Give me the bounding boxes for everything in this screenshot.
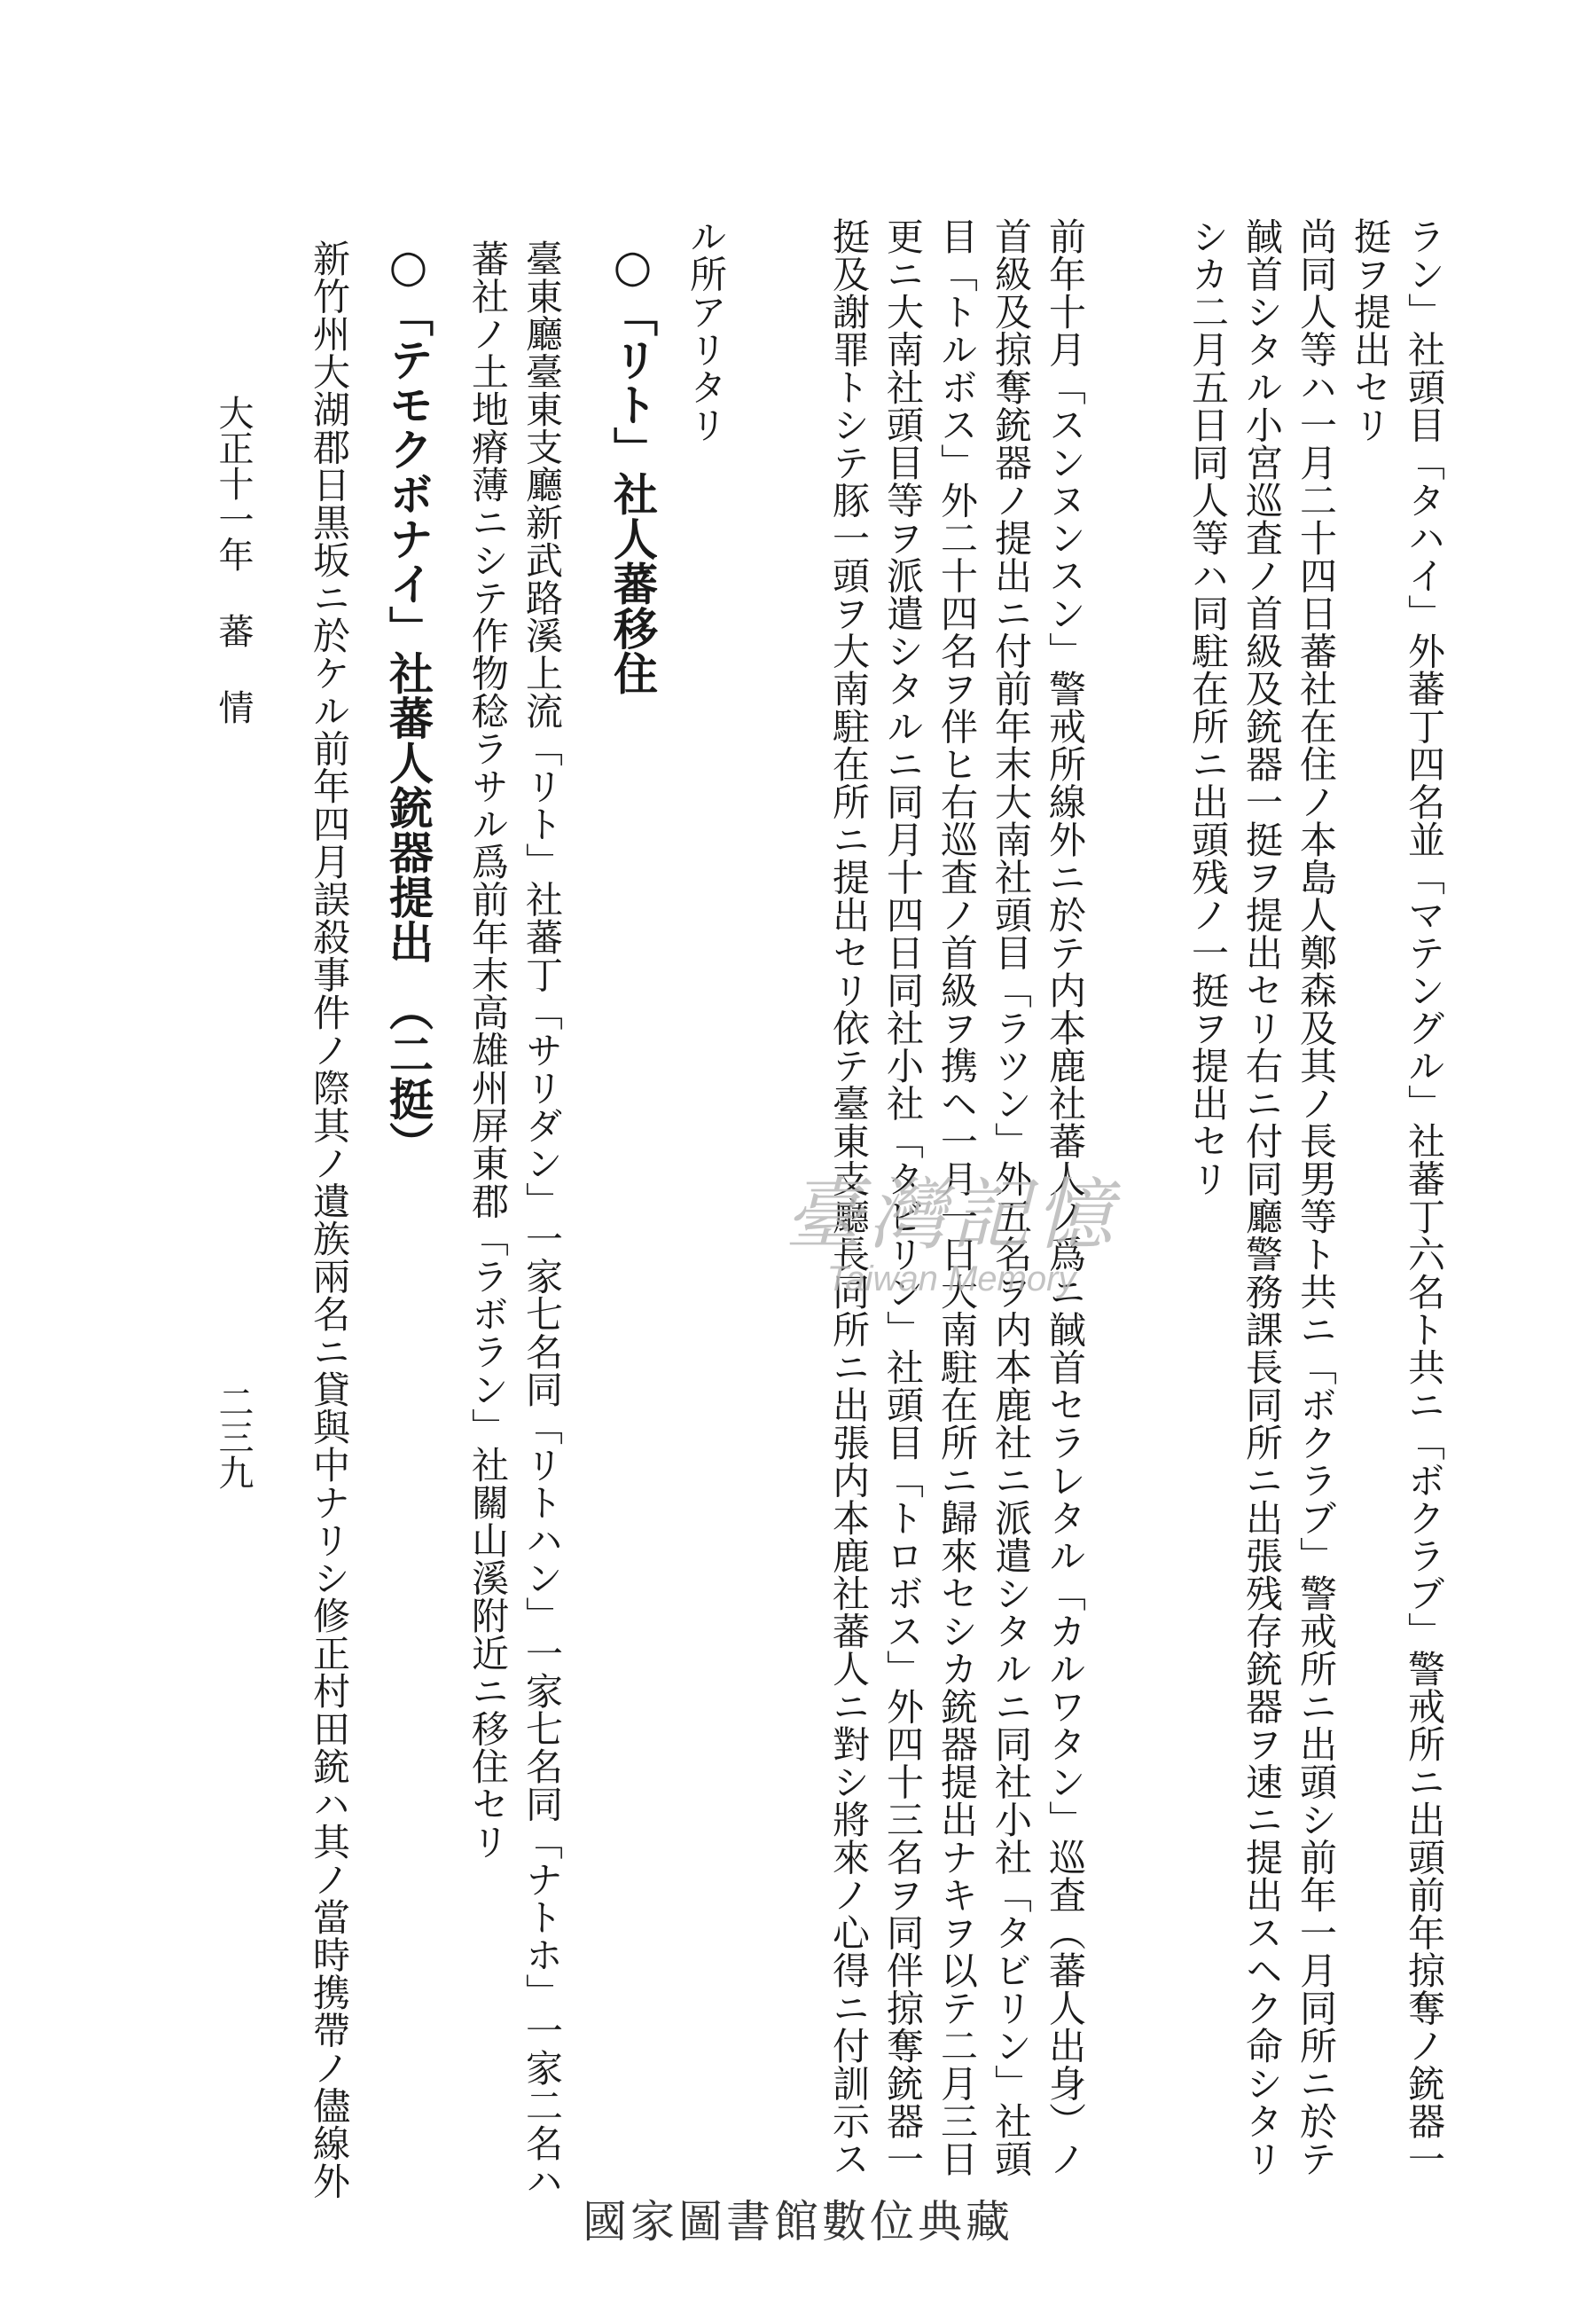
library-footer: 國家圖書館數位典藏 xyxy=(583,2196,1013,2247)
text-column: 新竹州大湖郡日黒坂ニ於ケル前年四月誤殺事件ノ際其ノ遺族兩名ニ貸與中ナリシ修正村田銃ハ其ノ當時携帶ノ儘線外 xyxy=(308,239,351,2200)
text-column: ル所アリタリ xyxy=(685,217,728,443)
text-column: 更ニ大南社頭目等ヲ派遣シタルニ同月十四日同社小社「タビリン」社頭目「トロボス」外四十三名ヲ同伴掠奪銃器一 xyxy=(881,217,925,2177)
text-column: 首級及掠奪銃器ノ提出ニ付前年末大南社頭目「ラツン」外五名ヲ内本鹿社ニ派遣シタルニ同社小社「タビリン」社頭 xyxy=(990,217,1033,2177)
text-column: 蕃社ノ土地瘠薄ニシテ作物稔ラサル爲前年末高雄州屏東郡「ラボラン」社關山溪附近ニ移住セリ xyxy=(466,239,510,1861)
text-column: 尚同人等ハ一月二十四日蕃社在住ノ本島人鄭森及其ノ長男等ト共ニ「ボクラブ」警戒所ニ出頭シ前年一月同所ニ於テ xyxy=(1295,217,1338,2177)
section-heading: ○「テモクボナイ」社蕃人銃器提出 （二挺） xyxy=(382,239,434,1166)
text-column: 目「トルボス」外二十四名ヲ伴ヒ右巡査ノ首級ヲ携ヘ一月一日大南駐在所ニ歸來セシカ銃器提出ナキヲ以テ二月三日 xyxy=(935,217,979,2177)
text-column: ラン」社頭目「タハイ」外蕃丁四名並「マテングル」社蕃丁六名ト共ニ「ボクラブ」警戒所ニ出頭前年掠奪ノ銃器一 xyxy=(1403,217,1446,2177)
text-column: 馘首シタル小宮巡査ノ首級及銃器一挺ヲ提出セリ右ニ付同廳警務課長同所ニ出張残存銃器ヲ速ニ提出スヘク命シタリ xyxy=(1240,217,1284,2177)
text-column: 臺東廳臺東支廳新武路溪上流「リト」社蕃丁「サリダン」一家七名同「リトハン」一家七名同「ナトホ」一家二名ハ xyxy=(520,239,564,2200)
watermark-subtext: Taiwan Memory xyxy=(826,1259,1076,1298)
text-column: 挺ヲ提出セリ xyxy=(1349,217,1392,443)
page-number: 二三九 xyxy=(213,1384,254,1490)
text-column: 前年十月「スンヌンスン」警戒所線外ニ於テ内本鹿社蕃人ノ爲ニ馘首セラレタル「カルワタン」巡査（蕃人出身）ノ xyxy=(1044,217,1087,2177)
running-title: 大正十一年 蕃 情 xyxy=(213,395,254,725)
text-column: シカ二月五日同人等ハ同駐在所ニ出頭残ノ一挺ヲ提出セリ xyxy=(1186,217,1230,1197)
text-column: 挺及謝罪トシテ豚一頭ヲ大南駐在所ニ提出セリ依テ臺東支廳長同所ニ出張内本鹿社蕃人ニ對シ將來ノ心得ニ付訓示ス xyxy=(827,217,871,2177)
watermark-text: 臺灣記憶 xyxy=(785,1169,1119,1260)
watermark xyxy=(785,1153,1118,1299)
section-heading: ○「リト」社人蕃移住 xyxy=(606,239,659,695)
